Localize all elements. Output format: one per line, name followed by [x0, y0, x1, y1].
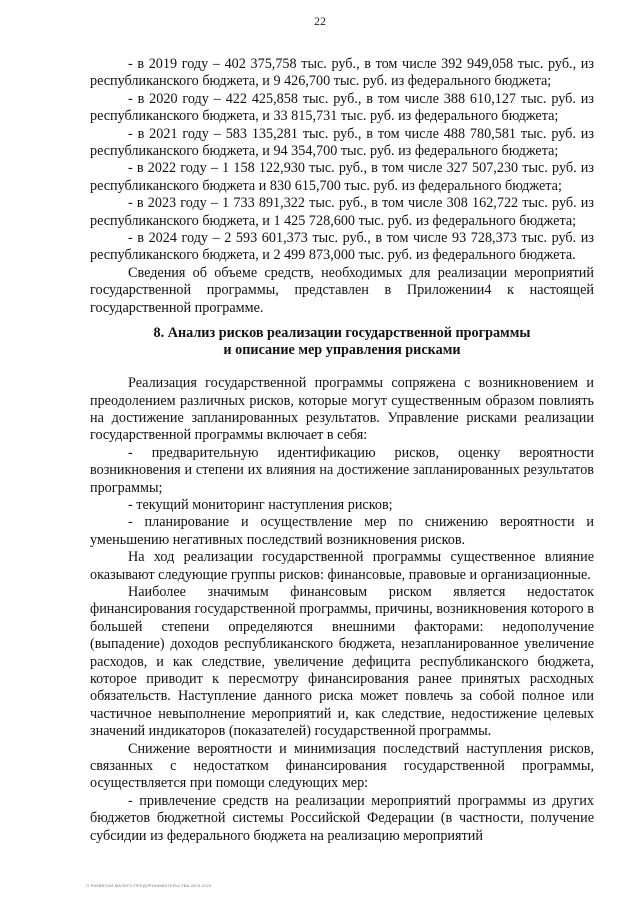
- bullet-risk-identification: - предварительную идентификацию рисков, оценку вероятности возникновения и степени их влияния на достижение запланированных результатов программы;: [90, 444, 594, 496]
- section-heading-line-1: 8. Анализ рисков реализации государственной программы: [153, 325, 531, 342]
- funding-line: из республиканского бюджета, и 33 815,731 тыс. руб. из федерального бюджета;: [90, 90, 594, 125]
- funding-line: - в 2021 году – 583 135,281 тыс. руб., в том числе 488 780,581 тыс. руб.: [128, 125, 576, 142]
- bullet-attract-funds: - привлечение средств на реализации мероприятий программы из других бюджетов бюджетной системы Российской Федерации (в частности, получение субсидии из федерального бюджета на реализацию мероприятий: [90, 792, 594, 844]
- bullet-risk-mitigation: - планирование и осуществление мер по снижению вероятности и уменьшению негативных последствий возникновения рисков.: [90, 514, 594, 548]
- document-body: [90, 56, 594, 845]
- paragraph-financial-risk: Наиболее значимым финансовым риском является недостаток финансирования государственной программы, причины, возникновения которого в большей степени определяются внешними факторами: недополучение (выпадение) доходов республиканского бюджета, незапланированное увеличение расходов, и как следствие, увеличение дефицита республиканского бюджета, которое приводит к пересмотру финансирования ранее принятых расходных обязательств. Наступление данного риска может повлечь за собой полное или частичное невыполнение мероприятий и, как следствие, недостижение целевых значений индикаторов (показателей) государственной программы.: [90, 583, 594, 740]
- page-number: 22: [314, 14, 326, 28]
- funding-item-2019: [90, 56, 594, 91]
- funding-line: - в 2020 году – 422 425,858 тыс. руб., в том числе 388 610,127 тыс. руб.: [128, 90, 576, 107]
- funding-list: [90, 56, 594, 265]
- section-heading: [90, 325, 594, 359]
- paragraph-appendix-reference: Сведения об объеме средств, необходимых для реализации мероприятий государственной программы, представлен в Приложении4 к настоящей государственной программе.: [90, 264, 594, 316]
- funding-line: - в 2023 году – 1 733 891,322 тыс. руб., в том числе 308 162,722 тыс. руб.: [128, 195, 577, 212]
- funding-line: - в 2024 году – 2 593 601,373 тыс. руб., в том числе 93 728,373 тыс. руб.: [128, 230, 577, 247]
- funding-line: из республиканского бюджета, и 9 426,700 тыс. руб. из федерального бюджета;: [90, 56, 594, 90]
- funding-line: - в 2019 году – 402 375,758 тыс. руб., в том числе 392 949,058 тыс. руб.,: [128, 56, 577, 72]
- funding-line: из республиканского бюджета, и 2 499 873,000 тыс. руб. из федерального бюджета.: [90, 230, 594, 264]
- paragraph-risk-intro: Реализация государственной программы сопряжена с возникновением и преодолением различных рисков, которые могут существенным образом повлиять на достижение запланированных результатов. Управление рисками реализации государственной программы включает в себя:: [90, 375, 594, 444]
- funding-item-2020: [90, 91, 594, 126]
- paragraph-risk-reduction: Снижение вероятности и минимизация последствий наступления рисков, связанных с недостатком финансирования государственной программы, осуществляется при помощи следующих мер:: [90, 740, 594, 792]
- funding-item-2024: [90, 230, 594, 265]
- bullet-risk-monitoring: - текущий мониторинг наступления рисков;: [128, 496, 393, 513]
- funding-line: из республиканского бюджета, и 1 425 728,600 тыс. руб. из федерального бюджета;: [90, 195, 594, 229]
- funding-item-2022: [90, 160, 594, 195]
- funding-line: из республиканского бюджета, и 94 354,700 тыс. руб. из федерального бюджета;: [90, 125, 594, 160]
- funding-line: из республиканского бюджета и 830 615,700 тыс. руб. из федерального бюджета;: [90, 160, 594, 194]
- funding-item-2023: [90, 195, 594, 230]
- page-footer: О РАЗВИТИИ МАЛОГО ПРЕДПРИНИМАТЕЛЬСТВА 2019-2024: [86, 883, 212, 888]
- funding-line: - в 2022 году – 1 158 122,930 тыс. руб., в том числе 327 507,230 тыс. руб.: [128, 160, 577, 177]
- paragraph-risk-groups: На ход реализации государственной программы существенное влияние оказывают следующие группы рисков: финансовые, правовые и организационные.: [90, 549, 594, 583]
- funding-item-2021: [90, 126, 594, 161]
- section-heading-line-2: и описание мер управления рисками: [223, 342, 461, 359]
